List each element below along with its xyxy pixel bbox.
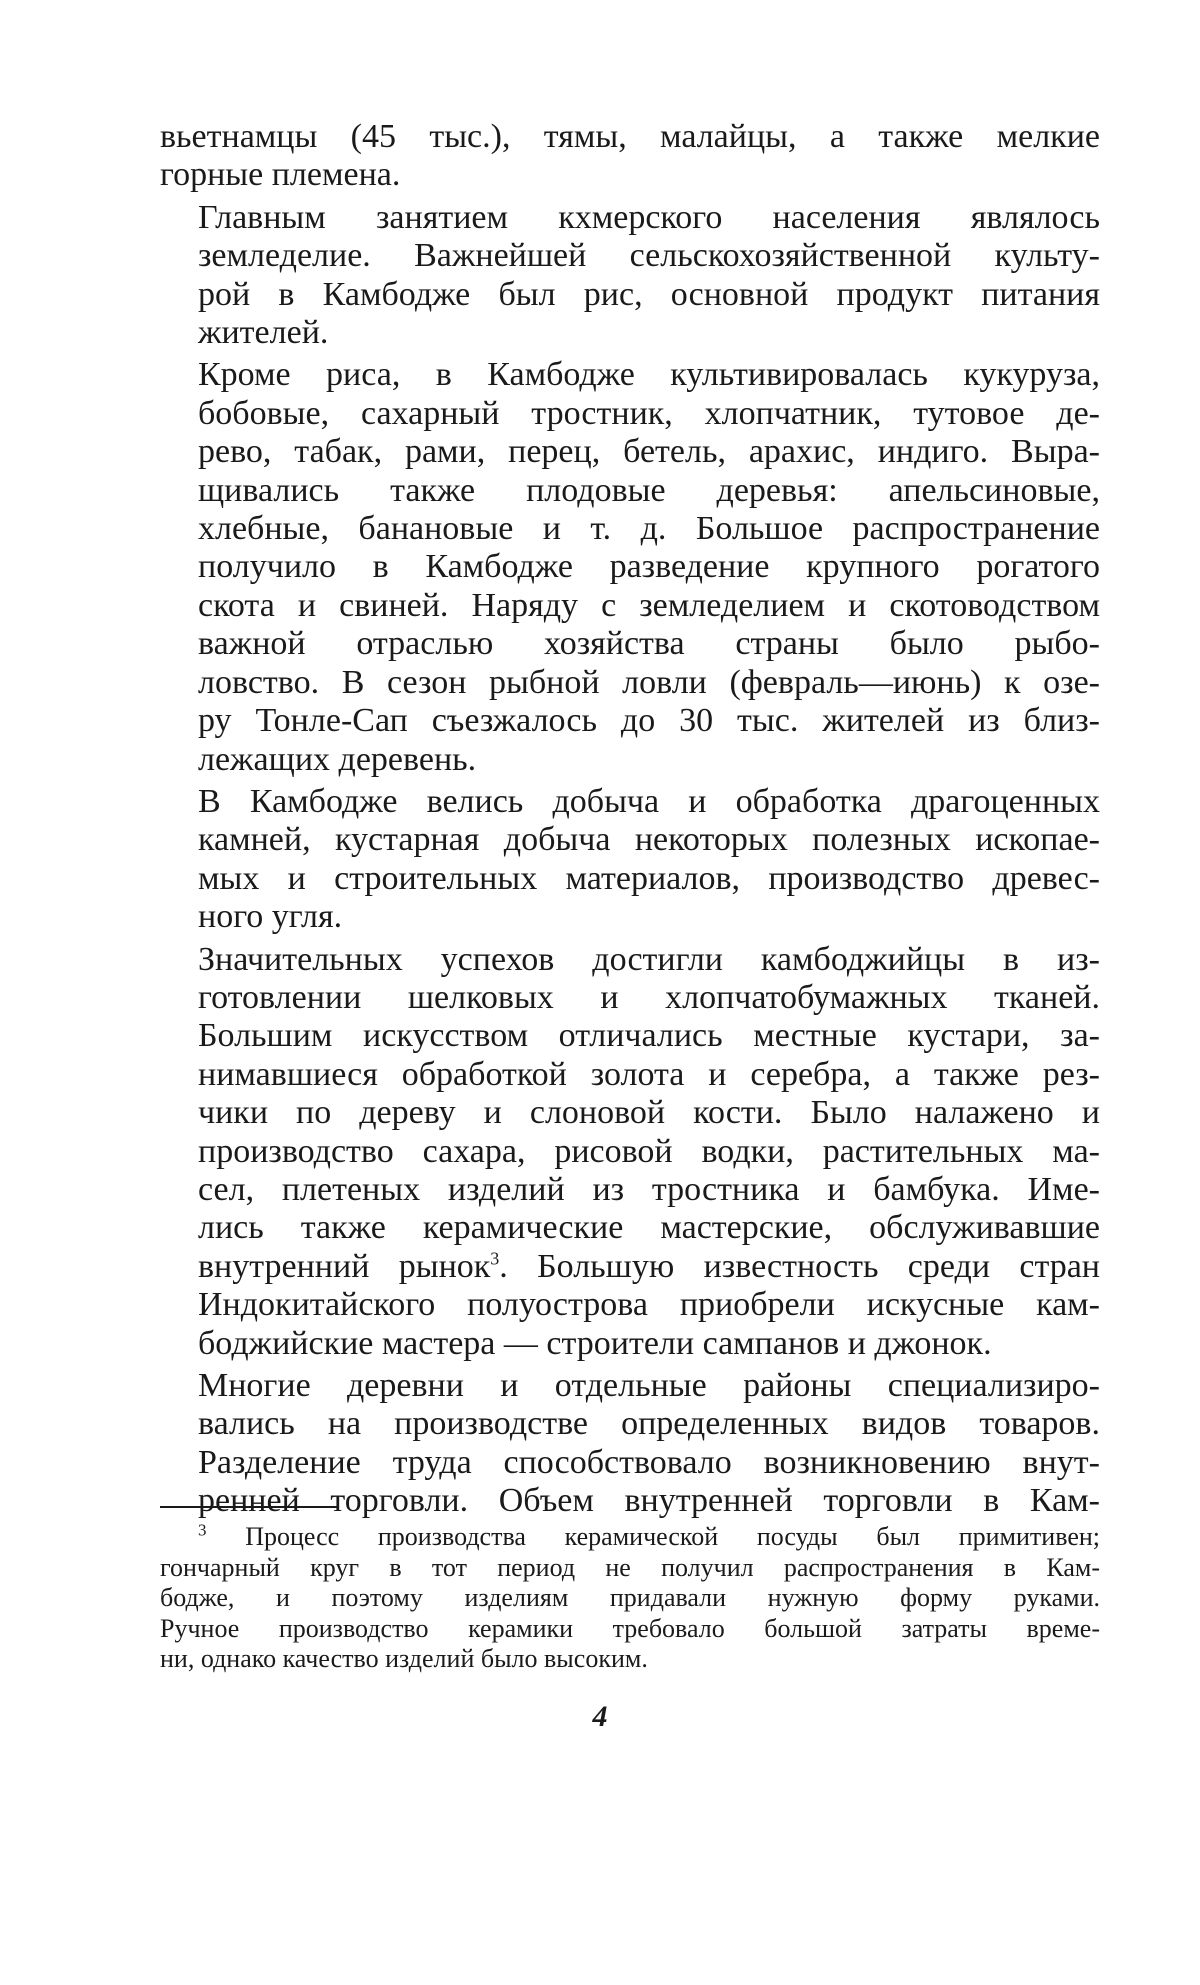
paragraph-5	[160, 941, 1100, 1363]
text-line: Разделение труда способствовало возникновению внут-	[198, 1443, 1100, 1481]
paragraph-4	[160, 783, 1100, 937]
footnote-number: 3	[198, 1520, 207, 1540]
text-line: Главным занятием кхмерского населения являлось	[198, 198, 1100, 236]
text-line: ренней торговли. Объем внутренней торговли в Кам-	[198, 1482, 1100, 1520]
text-line: Значительных успехов достигли камбоджийцы в из-	[198, 940, 1100, 978]
text-fragment: . Большую известность среди стран	[499, 1247, 1101, 1285]
text-line: производство сахара, рисовой водки, растительных ма-	[198, 1132, 1100, 1170]
main-text	[160, 118, 1100, 1521]
text-line: боджийские мастера — строители сампанов и джонок.	[198, 1324, 992, 1362]
text-line: важной отраслью хозяйства страны было рыбо-	[198, 625, 1100, 663]
text-line: хлебные, банановые и т. д. Большое распространение	[198, 510, 1100, 548]
footnote-line: Ручное производство керамики требовало большой затраты време-	[160, 1613, 1100, 1643]
footnote-separator	[160, 1506, 338, 1508]
text-line: чики по дереву и слоновой кости. Было налажено и	[198, 1094, 1100, 1132]
text-line: земледелие. Важнейшей сельскохозяйственной культу-	[198, 237, 1100, 275]
text-line: Кроме риса, в Камбодже культивировалась кукуруза,	[198, 356, 1100, 394]
text-line: вьетнамцы (45 тыс.), тямы, малайцы, а также мелкие	[160, 118, 1100, 155]
text-line: Многие деревни и отдельные районы специализиро-	[198, 1367, 1100, 1404]
text-line: лись также керамические мастерские, обслуживавшие	[198, 1209, 1100, 1247]
paragraph-1	[160, 118, 1100, 195]
text-line: горные племена.	[160, 156, 401, 194]
footnote-line: бодже, и поэтому изделиям придавали нужную форму руками.	[160, 1583, 1100, 1612]
text-line: В Камбодже велись добыча и обработка драгоценных	[198, 782, 1100, 820]
footnote-reference-mark[interactable]: 3	[490, 1248, 500, 1269]
text-line: нимавшиеся обработкой золота и серебра, а также рез-	[198, 1055, 1100, 1093]
text-line: Индокитайского полуострова приобрели искусные кам-	[198, 1286, 1100, 1324]
text-line: бобовые, сахарный тростник, хлопчатник, тутовое де-	[198, 394, 1100, 432]
text-line: получило в Камбодже разведение крупного рогатого	[198, 548, 1100, 586]
text-line: готовлении шелковых и хлопчатобумажных тканей.	[198, 978, 1100, 1016]
footnote-text: Процесс производства керамической посуды был примитивен;	[245, 1522, 1100, 1551]
paragraph-2	[160, 199, 1100, 353]
footnote-line: гончарный круг в тот период не получил распространения в Кам-	[160, 1552, 1100, 1582]
page-number: 4	[592, 1700, 608, 1733]
text-line: ру Тонле-Сап съезжалось до 30 тыс. жителей из близ-	[198, 702, 1100, 740]
text-line: скота и свиней. Наряду с земледелием и скотоводством	[198, 586, 1100, 624]
text-line: ного угля.	[198, 898, 343, 936]
text-line: вались на производстве определенных видов товаров.	[198, 1405, 1100, 1443]
text-line: рево, табак, рами, перец, бетель, арахис, индиго. Выра-	[198, 433, 1100, 471]
paragraph-3	[160, 356, 1100, 778]
text-line: мых и строительных материалов, производство древес-	[198, 859, 1100, 897]
text-line: лежащих деревень.	[198, 740, 477, 778]
text-line: сел, плетеных изделий из тростника и бамбука. Име-	[198, 1170, 1100, 1208]
text-line: жителей.	[198, 314, 329, 352]
text-line: Большим искусством отличались местные кустари, за-	[198, 1017, 1100, 1055]
text-line: щивались также плодовые деревья: апельсиновые,	[198, 471, 1100, 509]
footnote-line: ни, однако качество изделий было высоким.	[160, 1644, 648, 1673]
text-fragment: внутренний рынок	[198, 1247, 491, 1285]
footnote-line	[160, 1522, 1100, 1553]
footnote	[160, 1522, 1100, 1675]
text-line: рой в Камбодже был рис, основной продукт питания	[198, 275, 1100, 313]
paragraph-6	[160, 1367, 1100, 1521]
text-line-with-footnote-ref	[160, 1248, 1100, 1286]
text-line: камней, кустарная добыча некоторых полезных ископае-	[198, 821, 1100, 859]
text-line: ловство. В сезон рыбной ловли (февраль—июнь) к озе-	[198, 663, 1100, 701]
